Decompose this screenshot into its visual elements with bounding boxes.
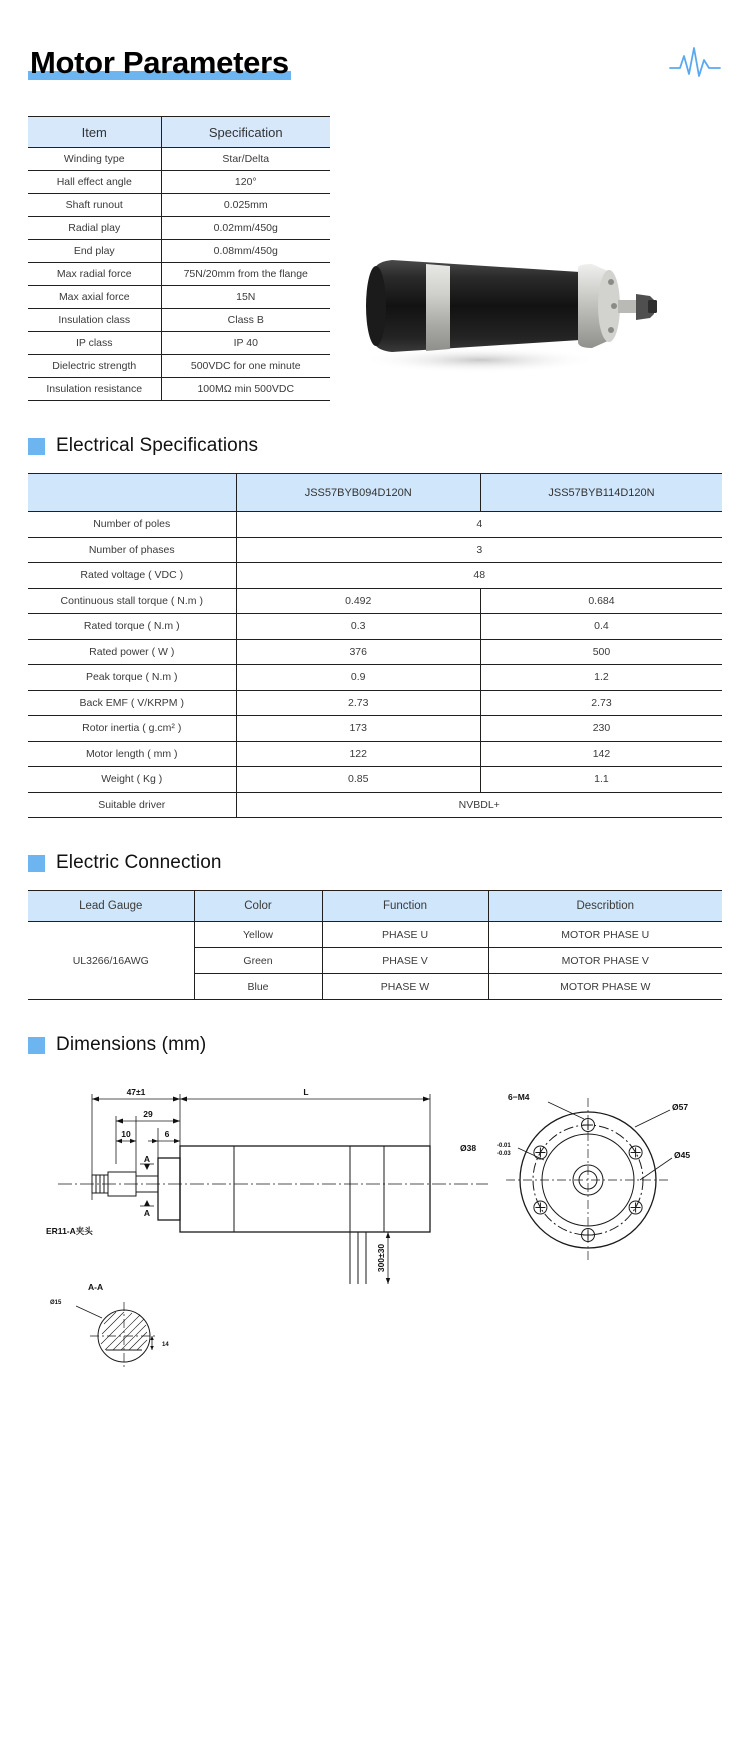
- cell-value-model-a: 2.73: [236, 690, 480, 716]
- col-header-model-a: JSS57BYB094D120N: [236, 474, 480, 512]
- cell-label: Back EMF ( V/KRPM ): [28, 690, 236, 716]
- electrical-spec-heading: [28, 435, 722, 457]
- table-row: [28, 355, 330, 378]
- cell-value-model-a: 0.9: [236, 665, 480, 691]
- general-spec-table: [28, 116, 330, 401]
- table-header-row: [28, 117, 330, 148]
- dim-L: L: [303, 1087, 309, 1097]
- collet-tip: [648, 300, 657, 313]
- table-row: [28, 332, 330, 355]
- dim-bolt-pattern: 6−M4: [508, 1092, 530, 1102]
- table-row: [28, 792, 722, 818]
- flange-bolt-hole: [611, 303, 617, 309]
- cell-value: 0.025mm: [161, 194, 330, 217]
- dim-10: 10: [121, 1129, 131, 1139]
- motor-shaft: [618, 300, 636, 313]
- cell-value-model-b: 1.1: [480, 767, 722, 793]
- table-row: [28, 922, 722, 948]
- table-row: [28, 512, 722, 538]
- motor-body-outline: [180, 1146, 430, 1232]
- col-header-blank: [28, 474, 236, 512]
- cell-label: Weight ( Kg ): [28, 767, 236, 793]
- cell-value-model-a: 0.492: [236, 588, 480, 614]
- table-row: [28, 665, 722, 691]
- dim-29: 29: [143, 1109, 153, 1119]
- table-row: [28, 148, 330, 171]
- general-spec-body: [28, 148, 330, 401]
- cell-function: PHASE U: [322, 922, 488, 948]
- dim-shaft-dia: Ø15: [50, 1300, 62, 1306]
- table-row: [28, 614, 722, 640]
- cell-value-merged: 48: [236, 563, 722, 589]
- cell-value: 500VDC for one minute: [161, 355, 330, 378]
- cell-label: Continuous stall torque ( N.m ): [28, 588, 236, 614]
- dim-47: 47±1: [126, 1087, 146, 1097]
- cell-label: Rated torque ( N.m ): [28, 614, 236, 640]
- technical-drawing: [28, 1072, 722, 1392]
- col-header-function: Function: [322, 891, 488, 922]
- table-header-row: [28, 474, 722, 512]
- cell-color: Yellow: [194, 922, 322, 948]
- dim-pilot-dia: Ø38: [460, 1143, 477, 1153]
- table-row: [28, 741, 722, 767]
- cell-label: Number of poles: [28, 512, 236, 538]
- table-row: [28, 240, 330, 263]
- col-header-color: Color: [194, 891, 322, 922]
- cell-label: Rotor inertia ( g.cm² ): [28, 716, 236, 742]
- electric-connection-body: [28, 922, 722, 1000]
- cell-item: Insulation resistance: [28, 378, 161, 401]
- cell-value-model-b: 1.2: [480, 665, 722, 691]
- cell-value-model-a: 122: [236, 741, 480, 767]
- col-header-specification: Specification: [161, 117, 330, 148]
- page-title-text: Motor Parameters: [30, 44, 289, 80]
- cell-item: Insulation class: [28, 309, 161, 332]
- col-header-item: Item: [28, 117, 161, 148]
- cell-description: MOTOR PHASE V: [488, 948, 722, 974]
- cell-value: Class B: [161, 309, 330, 332]
- cell-value-model-b: 500: [480, 639, 722, 665]
- cell-value-merged: 4: [236, 512, 722, 538]
- table-row: [28, 639, 722, 665]
- dimensions-drawing: [28, 1072, 722, 1392]
- dim-flat-depth: 14: [162, 1342, 169, 1348]
- section-title-dimensions: Dimensions (mm): [56, 1034, 207, 1055]
- dim-bolt-circle-dia: Ø45: [674, 1150, 691, 1160]
- col-header-lead-gauge: Lead Gauge: [28, 891, 194, 922]
- table-row: [28, 563, 722, 589]
- cell-label: Peak torque ( N.m ): [28, 665, 236, 691]
- side-view: [46, 1087, 488, 1284]
- cell-value-merged: 3: [236, 537, 722, 563]
- pulse-waveform-icon: [668, 44, 722, 84]
- cell-value: 0.02mm/450g: [161, 217, 330, 240]
- cell-value-merged: NVBDL+: [236, 792, 722, 818]
- flange-bolt-hole: [608, 327, 614, 333]
- cell-value: Star/Delta: [161, 148, 330, 171]
- dimensions-heading: [28, 1034, 722, 1056]
- cell-value: 120°: [161, 171, 330, 194]
- electrical-spec-body: [28, 512, 722, 818]
- table-row: [28, 378, 330, 401]
- cell-item: End play: [28, 240, 161, 263]
- cell-item: Hall effect angle: [28, 171, 161, 194]
- table-row: [28, 286, 330, 309]
- cell-item: Radial play: [28, 217, 161, 240]
- page-title: [28, 44, 291, 82]
- electric-connection-table: [28, 890, 722, 1000]
- table-row: [28, 588, 722, 614]
- cell-label: Rated power ( W ): [28, 639, 236, 665]
- cell-value: 0.08mm/450g: [161, 240, 330, 263]
- dim-outer-dia: Ø57: [672, 1102, 689, 1112]
- electrical-spec-table: [28, 473, 722, 818]
- table-row: [28, 537, 722, 563]
- blue-square-bullet-icon: [28, 1037, 45, 1054]
- section-title-electrical: Electrical Specifications: [56, 435, 259, 456]
- dim-pilot-tol-upper: -0.01: [497, 1143, 511, 1149]
- table-row: [28, 767, 722, 793]
- table-header-row: [28, 891, 722, 922]
- cell-value: 15N: [161, 286, 330, 309]
- cell-value: 100MΩ min 500VDC: [161, 378, 330, 401]
- dim-pilot-tol-lower: -0.03: [497, 1151, 511, 1157]
- cell-item: Winding type: [28, 148, 161, 171]
- cell-value: IP 40: [161, 332, 330, 355]
- dim-6: 6: [164, 1129, 170, 1139]
- cell-item: IP class: [28, 332, 161, 355]
- cell-value-model-b: 230: [480, 716, 722, 742]
- cell-function: PHASE W: [322, 974, 488, 1000]
- table-row: [28, 309, 330, 332]
- cell-item: Max axial force: [28, 286, 161, 309]
- cell-label: Motor length ( mm ): [28, 741, 236, 767]
- cell-color: Blue: [194, 974, 322, 1000]
- section-mark-a: [140, 1154, 154, 1218]
- cell-lead-gauge: UL3266/16AWG: [28, 922, 194, 1000]
- dim-cable-length: 300±30: [376, 1243, 386, 1273]
- section-view-a-a: [50, 1282, 169, 1370]
- page-header: [28, 0, 722, 92]
- cell-label: Suitable driver: [28, 792, 236, 818]
- section-title-connection: Electric Connection: [56, 852, 222, 873]
- cell-description: MOTOR PHASE U: [488, 922, 722, 948]
- cell-value-model-b: 0.4: [480, 614, 722, 640]
- flange-bolt-hole: [608, 279, 614, 285]
- col-header-model-b: JSS57BYB114D120N: [480, 474, 722, 512]
- cell-item: Shaft runout: [28, 194, 161, 217]
- table-row: [28, 690, 722, 716]
- motor-body: [374, 260, 592, 352]
- blue-square-bullet-icon: [28, 855, 45, 872]
- cell-value-model-b: 0.684: [480, 588, 722, 614]
- cell-value-model-a: 0.85: [236, 767, 480, 793]
- cell-value-model-a: 173: [236, 716, 480, 742]
- table-row: [28, 217, 330, 240]
- electric-connection-heading: [28, 852, 722, 874]
- cell-function: PHASE V: [322, 948, 488, 974]
- flange-outline: [158, 1158, 180, 1220]
- cell-color: Green: [194, 948, 322, 974]
- cell-value-model-b: 2.73: [480, 690, 722, 716]
- table-row: [28, 194, 330, 217]
- cell-item: Max radial force: [28, 263, 161, 286]
- cell-value-model-a: 376: [236, 639, 480, 665]
- label-er11-collet: ER11-A夹头: [46, 1226, 93, 1236]
- table-row: [28, 263, 330, 286]
- svg-text:A: A: [143, 1154, 151, 1164]
- section-view-title: A-A: [88, 1282, 104, 1292]
- motor-rear-cap: [366, 266, 386, 346]
- cell-value: 75N/20mm from the flange: [161, 263, 330, 286]
- cell-label: Rated voltage ( VDC ): [28, 563, 236, 589]
- table-row: [28, 171, 330, 194]
- blue-square-bullet-icon: [28, 438, 45, 455]
- motor-silver-band: [426, 264, 450, 351]
- table-row: [28, 716, 722, 742]
- cell-item: Dielectric strength: [28, 355, 161, 378]
- cell-label: Number of phases: [28, 537, 236, 563]
- col-header-description: Describtion: [488, 891, 722, 922]
- front-flange-view: [460, 1092, 690, 1262]
- cell-description: MOTOR PHASE W: [488, 974, 722, 1000]
- svg-text:A: A: [143, 1208, 151, 1218]
- cell-value-model-a: 0.3: [236, 614, 480, 640]
- cell-value-model-b: 142: [480, 741, 722, 767]
- motor-product-photo: [330, 228, 660, 383]
